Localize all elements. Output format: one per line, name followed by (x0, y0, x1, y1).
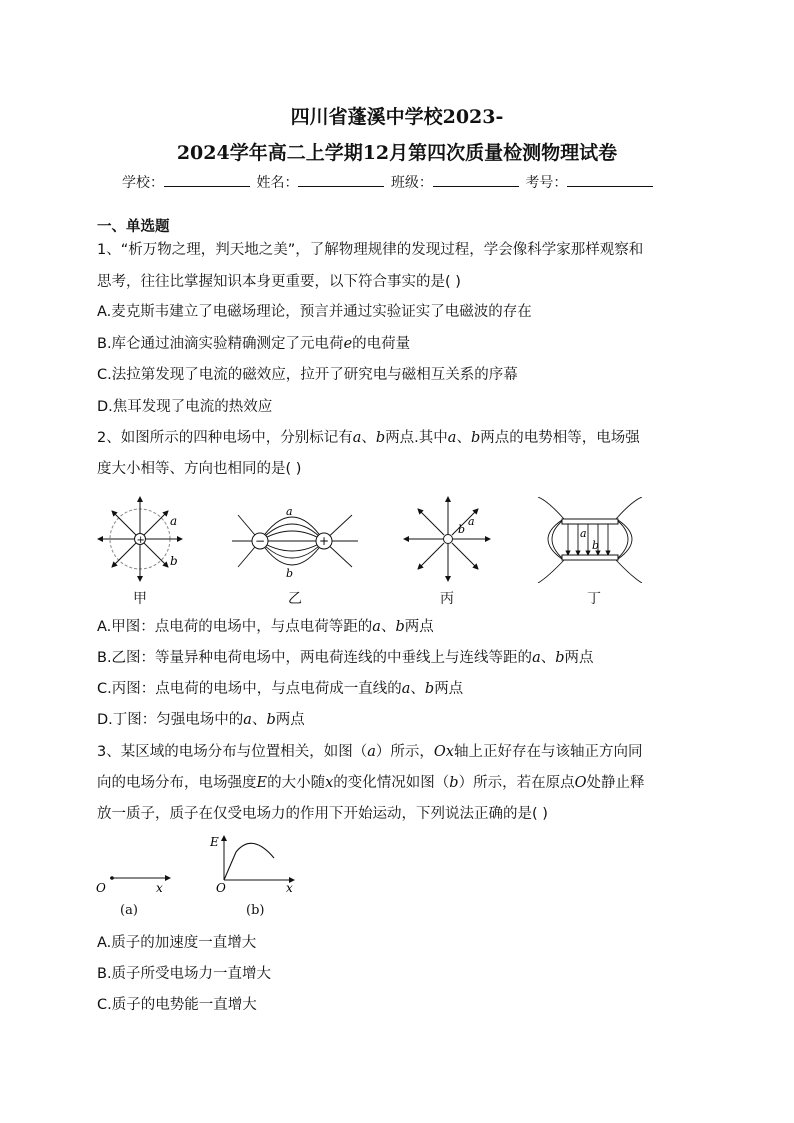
q3-stem-line3: 放一质子，质子在仅受电场力的作用下开始运动，下列说法正确的是( ) (97, 806, 548, 822)
section-heading: 一、单选题 (97, 219, 170, 235)
q2-option-d: D.丁图：匀强电场中的a、b两点 (97, 712, 305, 728)
student-info-fields (122, 172, 655, 192)
class-label: 班级： (390, 175, 433, 191)
svg-text:b: b (592, 539, 600, 552)
figure-b-e-x-graph (208, 832, 298, 894)
fig-a-origin-label: O (96, 881, 106, 894)
figure-yi-dipole (230, 497, 360, 585)
svg-text:b: b (286, 567, 294, 580)
figure-b-caption: (b) (246, 903, 265, 918)
q3-stem-line2: 向的电场分布，电场强度E的大小随x的变化情况如图（b）所示，若在原点O处静止释 (97, 775, 645, 791)
q1-stem-line2: 思考，往往比掌握知识本身更重要，以下符合事实的是( ) (97, 274, 461, 290)
svg-text:a: a (468, 515, 475, 528)
q3-option-a: A.质子的加速度一直增大 (97, 935, 257, 951)
figure-label-yi: 乙 (288, 591, 302, 607)
q1-option-a: A.麦克斯韦建立了电磁场理论，预言并通过实验证实了电磁波的存在 (97, 304, 532, 320)
svg-text:+: + (319, 534, 330, 548)
q1-option-d: D.焦耳发现了电流的热效应 (97, 399, 273, 415)
figure-jia-point-charge (96, 495, 184, 583)
q3-stem-line1: 3、某区域的电场分布与位置相关，如图（a）所示，Ox轴上正好存在与该轴正方向同 (97, 744, 643, 760)
svg-text:a: a (286, 505, 293, 518)
document-title-line1: 四川省蓬溪中学校2023- (290, 106, 504, 128)
figure-bing-point-charge (402, 495, 492, 583)
q2-stem-line1: 2、如图所示的四种电场中，分别标记有a、b两点.其中a、b两点的电势相等，电场强 (97, 430, 640, 446)
q1-option-b: B.库仑通过油滴实验精确测定了元电荷e的电荷量 (97, 336, 411, 352)
name-blank[interactable] (298, 174, 384, 187)
q1-option-c: C.法拉第发现了电流的磁效应，拉开了研究电与磁相互关系的序幕 (97, 367, 518, 383)
svg-text:a: a (170, 514, 178, 528)
figure-label-ding: 丁 (587, 591, 601, 607)
fig-b-origin-label: O (216, 881, 226, 894)
svg-text:b: b (458, 523, 466, 536)
figure-ding-uniform-field (536, 497, 644, 583)
svg-text:+: + (136, 535, 145, 546)
figure-a-caption: (a) (120, 903, 138, 918)
class-blank[interactable] (433, 174, 519, 187)
q1-stem-line1: 1、“析万物之理，判天地之美”，了解物理规律的发现过程，学会像科学家那样观察和 (97, 242, 644, 258)
name-label: 姓名： (256, 175, 299, 191)
document-title-line2: 2024学年高二上学期12月第四次质量检测物理试卷 (176, 142, 618, 164)
exam-number-label: 考号： (525, 175, 568, 191)
fig-b-y-label: E (210, 835, 219, 849)
q3-option-c: C.质子的电势能一直增大 (97, 997, 257, 1013)
school-blank[interactable] (164, 174, 250, 187)
fig-b-x-label: x (286, 881, 293, 894)
q2-option-b: B.乙图：等量异种电荷电场中，两电荷连线的中垂线上与连线等距的a、b两点 (97, 650, 594, 666)
svg-text:a: a (580, 527, 587, 540)
figure-a-axis (94, 868, 174, 894)
q2-option-c: C.丙图：点电荷的电场中，与点电荷成一直线的a、b两点 (97, 681, 464, 697)
svg-text:−: − (255, 534, 266, 548)
fig-a-x-label: x (156, 881, 163, 894)
exam-number-blank[interactable] (567, 174, 653, 187)
q2-stem-line2: 度大小相等、方向也相同的是( ) (97, 461, 302, 477)
figure-label-jia: 甲 (133, 591, 147, 607)
school-label: 学校： (122, 175, 164, 191)
q3-option-b: B.质子所受电场力一直增大 (97, 966, 272, 982)
svg-text:b: b (170, 554, 178, 568)
q2-option-a: A.甲图：点电荷的电场中，与点电荷等距的a、b两点 (97, 619, 434, 635)
figure-label-bing: 丙 (440, 591, 454, 607)
